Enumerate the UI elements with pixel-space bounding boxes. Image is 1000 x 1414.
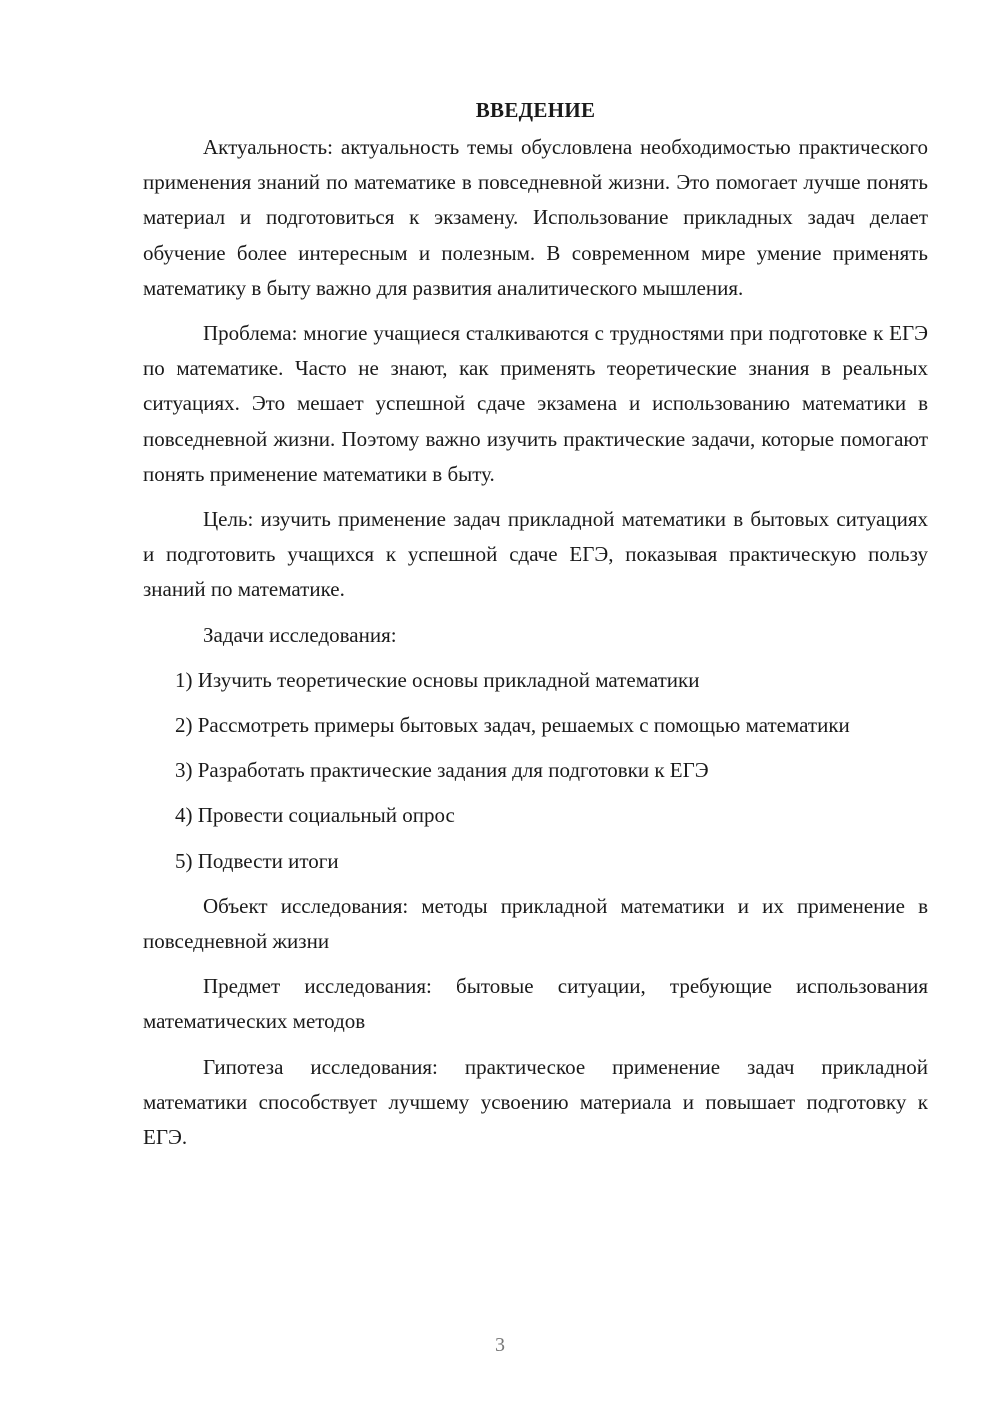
document-page [143,92,928,1165]
paragraph-subject: Предмет исследования: бытовые ситуации, требующие использования математических методов [143,974,928,1034]
paragraph-hypothesis: Гипотеза исследования: практическое применение задач прикладной математики способствует лучшему усвоению материала и повышает подготовку к ЕГЭ. [143,1054,928,1150]
tasks-heading: Задачи исследования: [203,622,397,647]
page-number: 3 [495,1334,505,1356]
paragraph-problem: Проблема: многие учащиеся сталкиваются с трудностями при подготовке к ЕГЭ по математике. Часто не знают, как применять теоретические знания в реальных ситуациях. Это мешает успешной сдаче экзамена и использованию математики в повседневной жизни. Поэтому важно изучить практические задачи, которые помогают понять применение математики в быту. [143,321,928,486]
paragraph-object: Объект исследования: методы прикладной математики и их применение в повседневной жизни [143,893,928,954]
paragraph-goal: Цель: изучить применение задач прикладной математики в бытовых ситуациях и подготовить учащихся к успешной сдаче ЕГЭ, показывая практическую пользу знаний по математике. [143,507,928,602]
task-item-2: 2) Рассмотреть примеры бытовых задач, решаемых с помощью математики [175,713,850,738]
task-item-1: 1) Изучить теоретические основы прикладной математики [175,667,700,692]
task-item-4: 4) Провести социальный опрос [175,803,455,828]
paragraph-relevance: Актуальность: актуальность темы обусловлена необходимостью практического применения знаний по математике в повседневной жизни. Это помогает лучше понять материал и подготовиться к экзамену. Использование прикладных задач делает обучение более интересным и полезным. В современном мире умение применять математику в быту важно для развития аналитического мышления. [143,135,928,300]
task-item-3: 3) Разработать практические задания для подготовки к ЕГЭ [175,758,709,783]
task-item-5: 5) Подвести итоги [175,848,339,873]
section-heading: ВВЕДЕНИЕ [475,98,596,122]
